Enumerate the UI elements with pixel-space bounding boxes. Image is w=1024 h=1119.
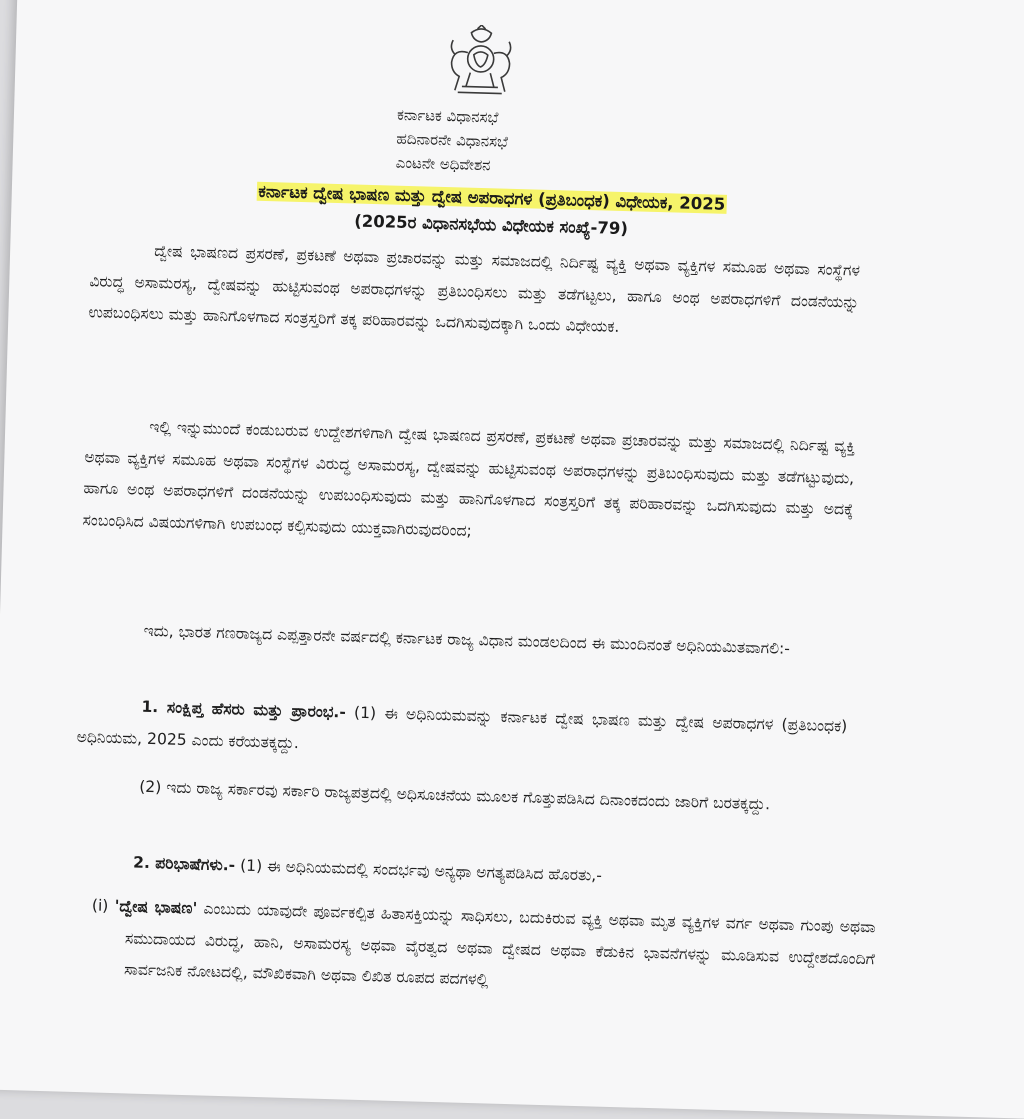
section-1-text: (1) ಈ ಅಧಿನಿಯಮವನ್ನು ಕರ್ನಾಟಕ ದ್ವೇಷ ಭಾಷಣ ಮತ್ತು ದ್ವೇಷ ಅಪರಾಧಗಳ (ಪ್ರತಿಬಂಧಕ) ಅಧಿನಿಯಮ, 2025 ಎಂದು ಕರೆಯತಕ್ಕದ್ದು. bbox=[76, 703, 848, 752]
section-1-clause-2: (2) ಇದು ರಾಜ್ಯ ಸರ್ಕಾರವು ಸರ್ಕಾರಿ ರಾಜ್ಯಪತ್ರದಲ್ಲಿ ಅಧಿಸೂಚನೆಯ ಮೂಲಕ ಗೊತ್ತುಪಡಿಸಿದ ದಿನಾಂಕದಂದು ಜಾರಿಗೆ ಬರತಕ್ಕದ್ದು. bbox=[138, 777, 771, 814]
clause-i-text: ಎಂಬುದು ಯಾವುದೇ ಪೂರ್ವಕಲ್ಪಿತ ಹಿತಾಸಕ್ತಿಯನ್ನು ಸಾಧಿಸಲು, ಬದುಕಿರುವ ವ್ಯಕ್ತಿ ಅಥವಾ ಮೃತ ವ್ಯಕ್ತಿಗಳ ವರ್ಗ ಅಥವಾ ಗುಂಪು ಅಥವಾ ಸಮುದಾಯದ ವಿರುದ್ಧ, ಹಾನಿ, ಅಸಾಮರಸ್ಯ ಅಥವಾ ವೈರತ್ವದ ಅಥವಾ ದ್ವೇಷದ ಅಥವಾ ಕೆಡುಕಿನ ಭಾವನೆಗಳನ್ನು ಮೂಡಿಸುವ ಉದ್ದೇಶದೊಂದಿಗೆ ಸಾರ್ವಜನಿಕ ನೋಟದಲ್ಲಿ, ಮೌಖಿಕವಾಗಿ ಅಥವಾ ಲಿಖಿತ ರೂಪದ ಪದಗಳಲ್ಲಿ bbox=[123, 899, 876, 989]
assembly-name: ಕರ್ನಾಟಕ ವಿಧಾನಸಭೆ bbox=[396, 105, 499, 127]
bill-title-text: ಕರ್ನಾಟಕ ದ್ವೇಷ ಭಾಷಣ ಮತ್ತು ದ್ವೇಷ ಅಪರಾಧಗಳ (ಪ್ರತಿಬಂಧಕ) ವಿಧೇಯಕ, 2025 bbox=[258, 181, 726, 214]
clause-i-label: (i) bbox=[91, 896, 115, 916]
session-name: ಎಂಟನೇ ಅಧಿವೇಶನ bbox=[395, 153, 491, 175]
section-1-clause-1 bbox=[76, 690, 847, 774]
section-2-text: (1) ಈ ಅಧಿನಿಯಮದಲ್ಲಿ ಸಂದರ್ಭವು ಅನ್ಯಥಾ ಅಗತ್ಯಪಡಿಸಿದ ಹೊರತು,- bbox=[234, 856, 603, 885]
section-1-heading: 1. ಸಂಕ್ಷಿಪ್ತ ಹೆಸರು ಮತ್ತು ಪ್ರಾರಂಭ.- bbox=[141, 697, 347, 722]
state-emblem-icon bbox=[440, 24, 522, 98]
preamble-paragraph-1: ದ್ವೇಷ ಭಾಷಣದ ಪ್ರಸರಣೆ, ಪ್ರಕಟಣೆ ಅಥವಾ ಪ್ರಚಾರವನ್ನು ಮತ್ತು ಸಮಾಜದಲ್ಲಿ ನಿರ್ದಿಷ್ಟ ವ್ಯಕ್ತಿ ಅಥವಾ ವ್ಯಕ್ತಿಗಳ ಸಮೂಹ ಅಥವಾ ಸಂಸ್ಥೆಗಳ ವಿರುದ್ಧ ಅಸಾಮರಸ್ಯ, ದ್ವೇಷವನ್ನು ಹುಟ್ಟಿಸುವಂಥ ಅಪರಾಧಗಳನ್ನು ಪ್ರತಿಬಂಧಿಸಲು ಮತ್ತು ತಡೆಗಟ್ಟಲು, ಹಾಗೂ ಅಂಥ ಅಪರಾಧಗಳಿಗೆ ದಂಡನೆಯನ್ನು ಉಪಬಂಧಿಸಲು ಮತ್ತು ಹಾನಿಗೊಳಗಾದ ಸಂತ್ರಸ್ತರಿಗೆ ತಕ್ಕ ಪರಿಹಾರವನ್ನು ಒದಗಿಸುವುದಕ್ಕಾಗಿ ಒಂದು ವಿಧೇಯಕ. bbox=[88, 241, 861, 336]
preamble-paragraph-2: ಇಲ್ಲಿ ಇನ್ನುಮುಂದೆ ಕಂಡುಬರುವ ಉದ್ದೇಶಗಳಿಗಾಗಿ ದ್ವೇಷ ಭಾಷಣದ ಪ್ರಸರಣೆ, ಪ್ರಕಟಣೆ ಅಥವಾ ಪ್ರಚಾರವನ್ನು ಮತ್ತು ಸಮಾಜದಲ್ಲಿ ನಿರ್ದಿಷ್ಟ ವ್ಯಕ್ತಿ ಅಥವಾ ವ್ಯಕ್ತಿಗಳ ಸಮೂಹ ಅಥವಾ ಸಂಸ್ಥೆಗಳ ವಿರುದ್ಧ ಅಸಾಮರಸ್ಯ, ದ್ವೇಷವನ್ನು ಹುಟ್ಟಿಸುವಂಥ ಅಪರಾಧಗಳನ್ನು ಪ್ರತಿಬಂಧಿಸುವುದು ಮತ್ತು ತಡೆಗಟ್ಟುವುದು, ಹಾಗೂ ಅಂಥ ಅಪರಾಧಗಳಿಗೆ ದಂಡನೆಯನ್ನು ಉಪಬಂಧಿಸುವುದು ಮತ್ತು ಹಾನಿಗೊಳಗಾದ ಸಂತ್ರಸ್ತರಿಗೆ ತಕ್ಕ ಪರಿಹಾರವನ್ನು ಒದಗಿಸುವುದು ಮತ್ತು ಅದಕ್ಕೆ ಸಂಬಂಧಿಸಿದ ವಿಷಯಗಳಿಗಾಗಿ ಉಪಬಂಧ ಕಲ್ಪಿಸುವುದು ಯುಕ್ತವಾಗಿರುವುದರಿಂದ; bbox=[82, 417, 856, 540]
section-2-clause-1 bbox=[133, 848, 864, 900]
section-2-heading: 2. ಪರಿಭಾಷೆಗಳು.- bbox=[132, 853, 236, 875]
assembly-number: ಹದಿನಾರನೇ ವಿಧಾನಸಭೆ bbox=[396, 129, 509, 151]
bill-number: (2025ರ ವಿಧಾನಸಭೆಯ ವಿಧೇಯಕ ಸಂಖ್ಯೆ-79) bbox=[353, 211, 629, 239]
clause-i-term: 'ದ್ವೇಷ ಭಾಷಣ' bbox=[114, 897, 198, 918]
definition-clause-i bbox=[90, 890, 876, 1006]
enacting-clause: ಇದು, ಭಾರತ ಗಣರಾಜ್ಯದ ಎಪ್ಪತ್ತಾರನೇ ವರ್ಷದಲ್ಲಿ ಕರ್ನಾಟಕ ರಾಜ್ಯ ವಿಧಾನ ಮಂಡಲದಿಂದ ಈ ಮುಂದಿನಂತೆ ಅಧಿನಿಯಮಿತವಾಗಲಿ:- bbox=[143, 621, 791, 658]
